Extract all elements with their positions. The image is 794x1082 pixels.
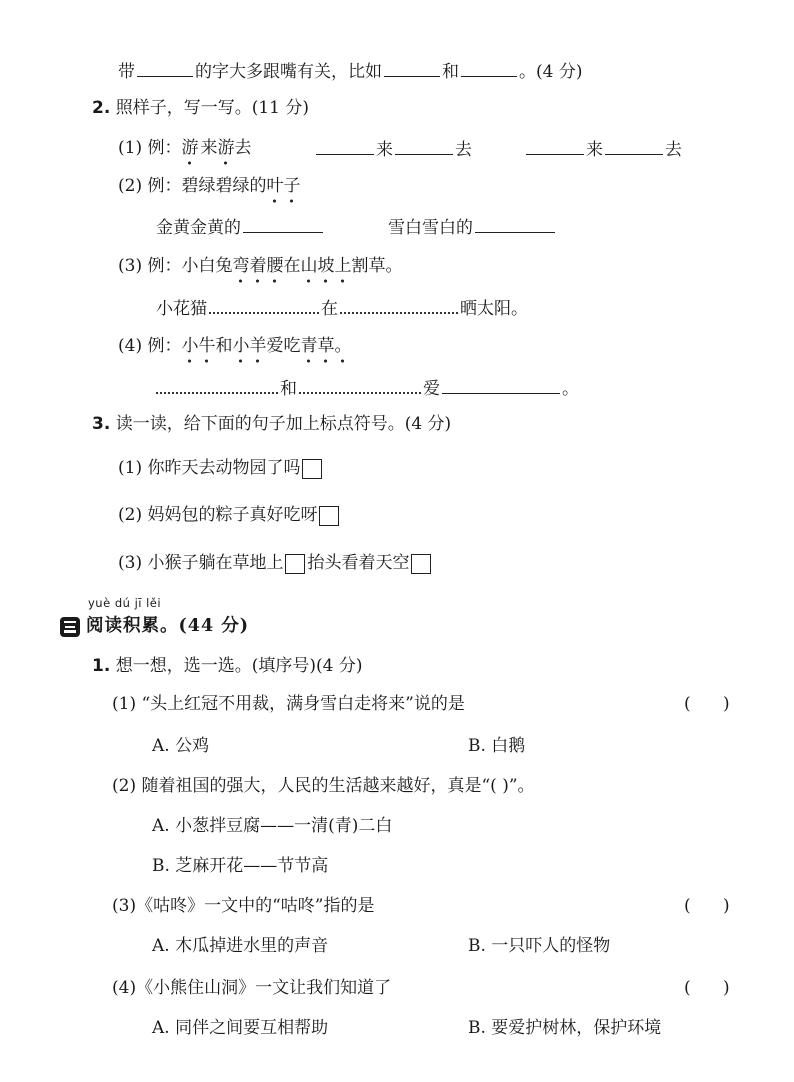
text: 爱吃 <box>266 336 301 356</box>
answer-blank[interactable] <box>442 375 560 394</box>
label: (1) 例： <box>118 138 182 158</box>
text: 在 <box>283 256 301 276</box>
dotted-word: 青草。 <box>300 336 352 356</box>
text: 带 <box>118 62 135 82</box>
text: 抬头看着天空 <box>307 553 410 573</box>
text: 爱 <box>423 379 440 399</box>
q2-part1-answers-2 <box>524 136 682 162</box>
text: 小白兔 <box>181 256 233 276</box>
answer-dotted-blank[interactable] <box>299 374 421 394</box>
text: 和 <box>215 336 233 356</box>
dotted-word: 小羊 <box>232 336 267 356</box>
text: 。(4 分) <box>519 62 583 82</box>
punctuation-box[interactable] <box>302 459 322 479</box>
choice-option-a[interactable]: A. 同伴之间要互相帮助 <box>152 1018 329 1038</box>
text: 的字大多跟嘴有关，比如 <box>195 62 382 82</box>
answer-blank[interactable] <box>137 58 193 77</box>
choice-option-a[interactable]: A. 公鸡 <box>152 736 210 756</box>
text: 金黄金黄的 <box>156 218 241 238</box>
section-pinyin: yuè dú jī lěi <box>88 596 162 610</box>
question-number: 3. <box>92 414 111 434</box>
answer-dotted-blank[interactable] <box>209 294 319 314</box>
text: 和 <box>442 62 459 82</box>
fill-line-top <box>118 58 582 84</box>
answer-parentheses[interactable]: ( ) <box>684 896 730 916</box>
text: 来 <box>376 140 393 160</box>
question-1-title <box>92 654 362 678</box>
answer-blank[interactable] <box>340 294 458 314</box>
choice-option-a[interactable]: A. 小葱拌豆腐——一清(青)二白 <box>152 816 393 836</box>
label: (3) 例： <box>118 256 182 276</box>
q3-sentence-1 <box>118 456 322 480</box>
choice-stem: (1) “头上红冠不用裁，满身雪白走将来”说的是 <box>112 694 465 714</box>
dotted-word: 游 <box>217 138 235 158</box>
text: 。 <box>562 379 579 399</box>
question-number: 2. <box>92 98 111 118</box>
text: 碧绿碧绿的 <box>181 176 267 196</box>
dotted-word: 游 <box>181 138 201 158</box>
text: 去 <box>234 138 252 158</box>
dotted-word: 山坡上 <box>300 256 352 276</box>
choice-option-b[interactable]: B. 一只吓人的怪物 <box>468 936 611 956</box>
text: 和 <box>280 379 297 399</box>
choice-option-b[interactable]: B. 要爱护树林，保护环境 <box>468 1018 662 1038</box>
text: 来 <box>586 140 603 160</box>
text: (3) 小猴子躺在草地上 <box>118 553 284 573</box>
text: 在 <box>321 299 338 319</box>
text: 来 <box>200 138 218 158</box>
punctuation-box[interactable] <box>319 506 339 526</box>
answer-blank[interactable] <box>316 136 374 155</box>
section-three-icon <box>60 617 80 637</box>
dotted-word: 叶子 <box>266 176 301 196</box>
question-text: 想一想，选一选。(填序号)(4 分) <box>115 656 363 676</box>
q2-part3 <box>118 254 402 278</box>
choice-option-a[interactable]: A. 木瓜掉进水里的声音 <box>152 936 329 956</box>
punctuation-box[interactable] <box>285 554 305 574</box>
text: 雪白雪白的 <box>388 218 473 238</box>
answer-blank[interactable] <box>526 136 584 155</box>
punctuation-box[interactable] <box>411 554 431 574</box>
choice-option-b[interactable]: B. 芝麻开花——节节高 <box>152 856 329 876</box>
answer-parentheses[interactable]: ( ) <box>684 694 730 714</box>
text: (2) 妈妈包的粽子真好吃呀 <box>118 505 318 525</box>
question-text: 照样子，写一写。(11 分) <box>115 98 310 118</box>
question-2-title <box>92 96 309 120</box>
text: 晒太阳。 <box>460 299 528 319</box>
question-text: 读一读，给下面的句子加上标点符号。(4 分) <box>115 414 452 434</box>
question-3-title <box>92 412 451 436</box>
label: (4) 例： <box>118 336 182 356</box>
question-number: 1. <box>92 656 111 676</box>
answer-blank[interactable] <box>384 58 440 77</box>
choice-stem: (4)《小熊住山洞》一文让我们知道了 <box>112 978 392 998</box>
q2-part4-answers <box>154 374 579 401</box>
q2-part2-answers <box>156 214 325 240</box>
q3-sentence-3 <box>118 551 431 575</box>
answer-blank[interactable] <box>243 214 323 233</box>
label: (2) 例： <box>118 176 182 196</box>
choice-option-b[interactable]: B. 白鹅 <box>468 736 526 756</box>
answer-blank[interactable] <box>395 136 453 155</box>
answer-blank[interactable] <box>461 58 517 77</box>
answer-dotted-blank[interactable] <box>156 374 278 394</box>
text: 割草。 <box>351 256 403 276</box>
q2-part1-answers <box>314 136 472 162</box>
answer-blank[interactable] <box>475 214 555 233</box>
text: (1) 你昨天去动物园了吗 <box>118 458 301 478</box>
choice-stem: (2) 随着祖国的强大，人民的生活越来越好，真是“( )”。 <box>112 776 535 796</box>
choice-stem: (3)《咕咚》一文中的“咕咚”指的是 <box>112 896 375 916</box>
text: 去 <box>455 140 472 160</box>
section-heading <box>60 614 249 638</box>
section-title: 阅读积累。(44 分) <box>86 616 250 636</box>
answer-blank[interactable] <box>605 136 663 155</box>
q2-part3-answers <box>156 294 528 321</box>
q2-part1 <box>118 136 251 160</box>
q2-part2-answers-2 <box>388 214 557 240</box>
answer-parentheses[interactable]: ( ) <box>684 978 730 998</box>
q2-part4 <box>118 334 351 358</box>
q2-part2 <box>118 174 300 198</box>
text: 小花猫 <box>156 299 207 319</box>
dotted-word: 弯着腰 <box>232 256 284 276</box>
dotted-word: 小牛 <box>181 336 216 356</box>
q3-sentence-2 <box>118 503 339 527</box>
text: 去 <box>665 140 682 160</box>
